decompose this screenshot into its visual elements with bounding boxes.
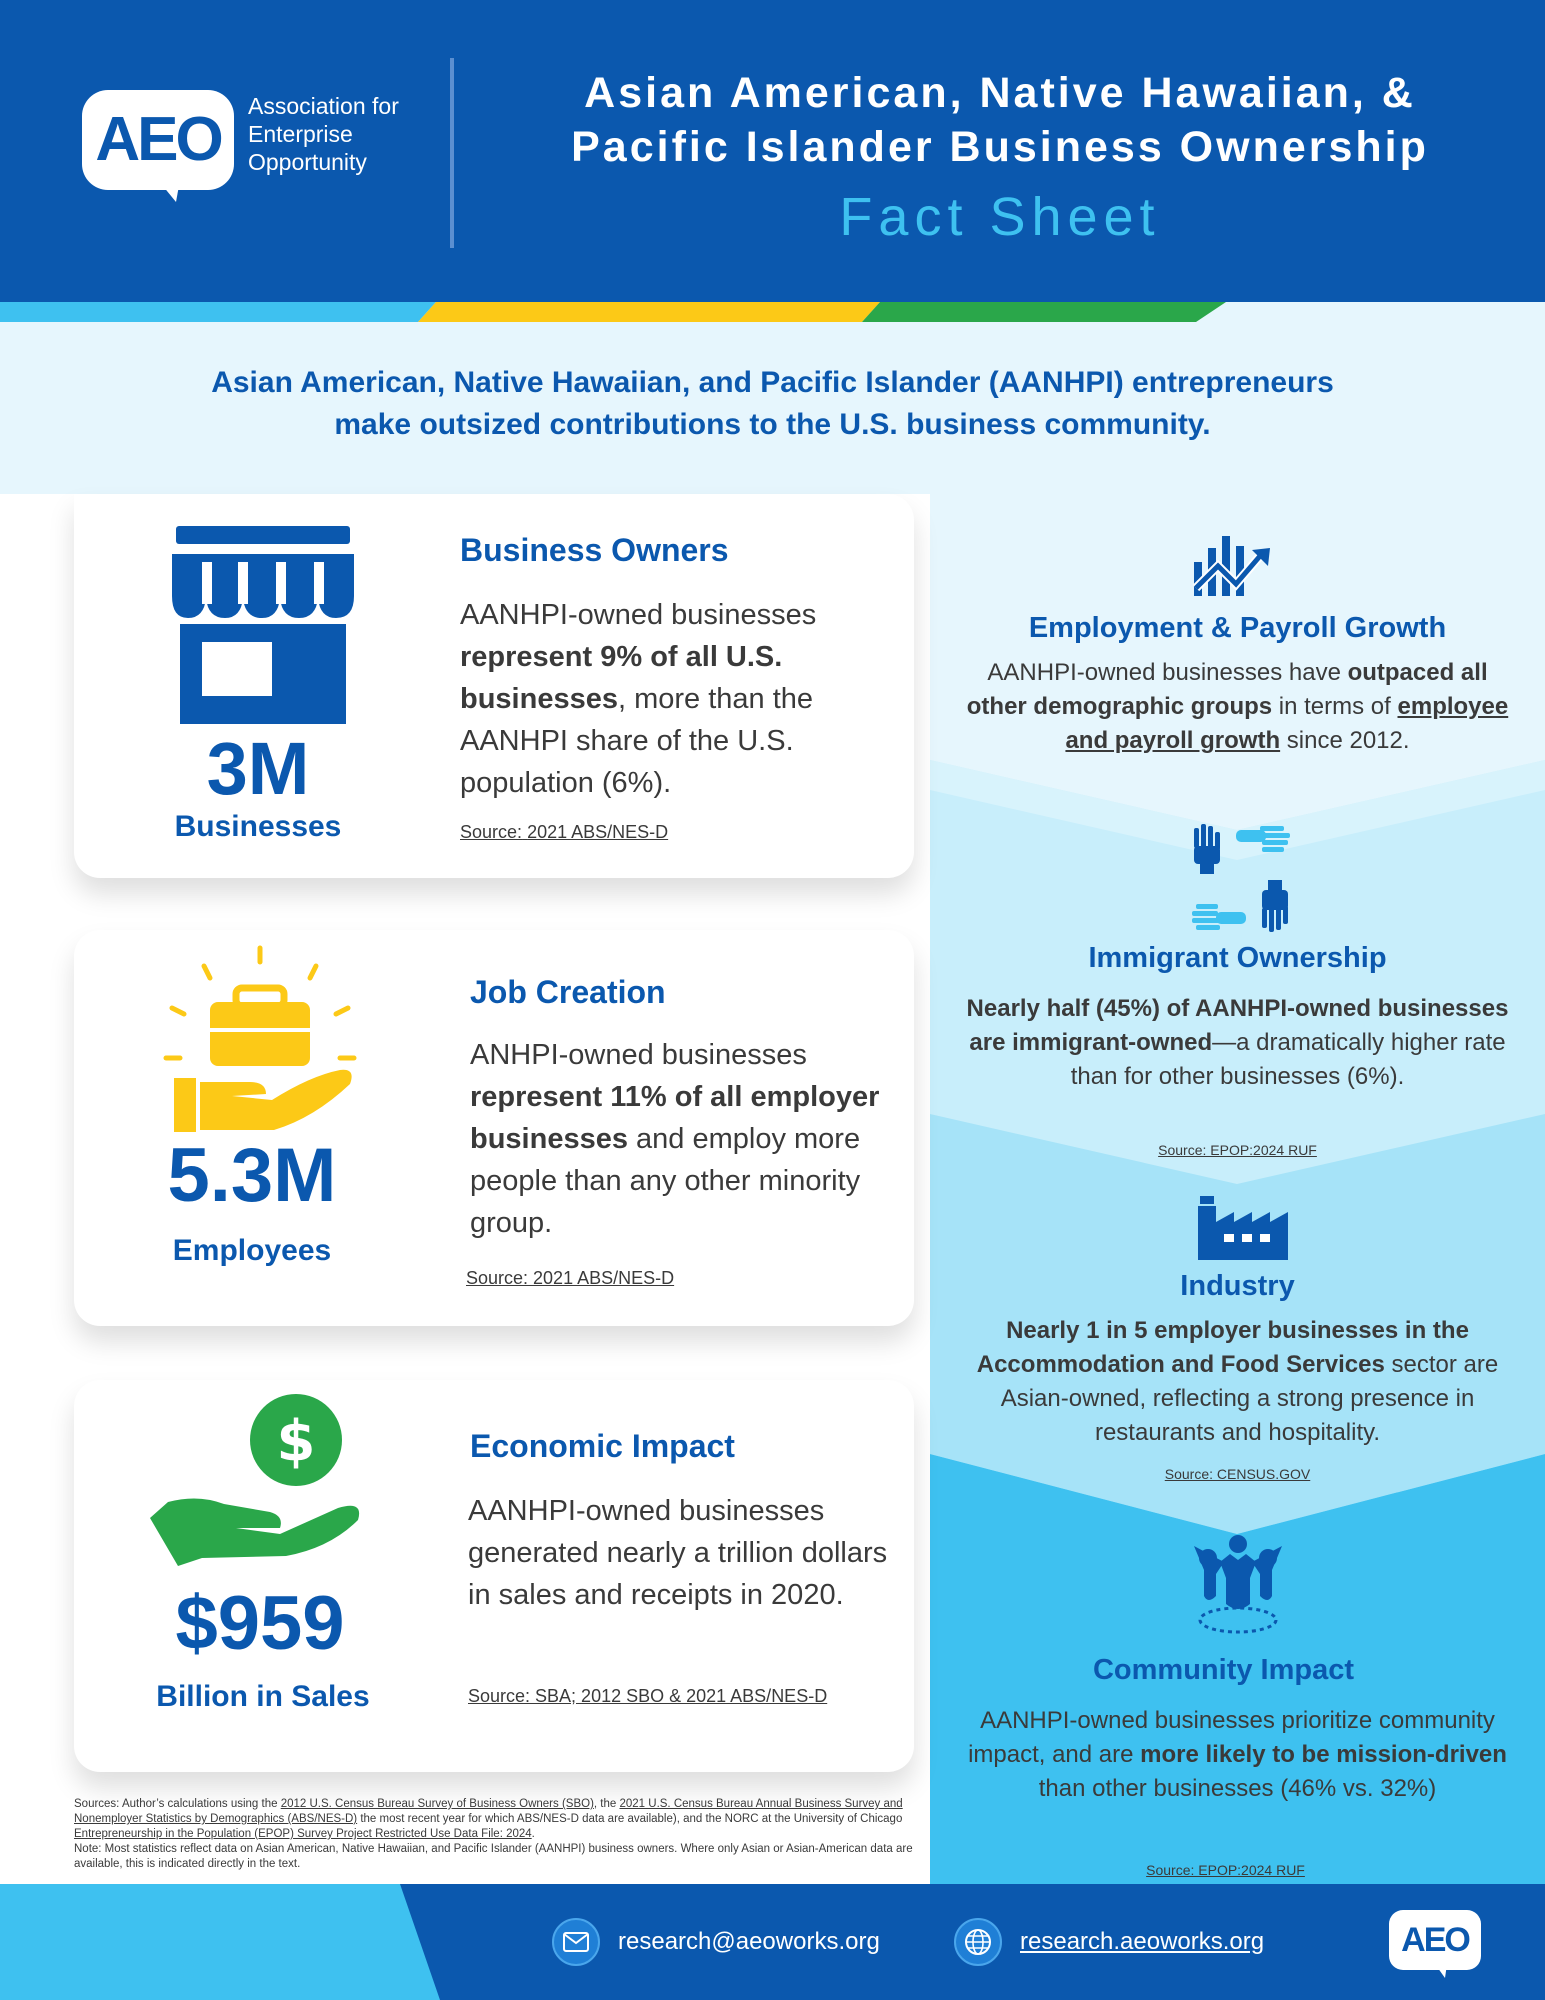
source-prefix: Source: xyxy=(460,822,523,842)
source-link[interactable] xyxy=(460,822,668,843)
title-community-impact: Community Impact xyxy=(1092,1654,1355,1686)
card-body-economic-impact: AANHPI-owned businesses generated nearly a trillion dollars in sales and receipts in 2020. xyxy=(468,1495,888,1611)
footnote-text: the most recent year for which ABS/NES-D data are available), and the NORC at the University of Chicago xyxy=(357,1813,903,1825)
logo-bubble xyxy=(82,90,234,190)
intro-line1: Asian American, Native Hawaiian, and Pacific Islander (AANHPI) entrepreneurs xyxy=(211,366,1334,399)
stat-label-sales: Billion in Sales xyxy=(156,1680,370,1713)
footnote-note: Note: Most statistics reflect data on Asian American, Native Hawaiian, and Pacific Islander (AANHPI) business owners. Where only Asian or Asian-American data are available, this is indicated directly in the text. xyxy=(74,1843,913,1870)
body-text: AANHPI-owned businesses prioritize community impact, and are xyxy=(968,1707,1495,1768)
body-bold: Nearly half (45%) of AANHPI-owned businesses are immigrant-owned xyxy=(966,995,1509,1056)
color-stripe xyxy=(0,302,1545,322)
aeo-logo xyxy=(82,90,412,210)
title-line2: Pacific Islander Business Ownership xyxy=(571,123,1429,171)
body-text: sector are Asian-owned, reflecting a strong presence in restaurants and hospitality. xyxy=(1000,1351,1499,1446)
stat-businesses: 3M xyxy=(206,727,310,810)
intro-line2: make outsized contributions to the U.S. business community. xyxy=(334,408,1211,441)
title-employment-growth: Employment & Payroll Growth xyxy=(1028,612,1447,644)
footnote-text: Sources: Author’s calculations using the xyxy=(74,1798,281,1810)
body-immigrant-ownership xyxy=(930,992,1545,1094)
factory-icon xyxy=(1196,1196,1288,1260)
website-link[interactable]: research.aeoworks.org xyxy=(1020,1928,1265,1955)
card-job-creation xyxy=(74,930,914,1326)
community-icon xyxy=(1190,1534,1286,1638)
page-title xyxy=(470,66,1530,174)
header xyxy=(0,0,1545,302)
storefront-icon xyxy=(168,526,358,726)
stat-label-employees: Employees xyxy=(172,1234,332,1267)
footnote-link-sbo[interactable]: 2012 U.S. Census Bureau Survey of Business Owners (SBO) xyxy=(280,1798,594,1810)
footnote-text: , the xyxy=(593,1798,620,1810)
dollar-hand-icon xyxy=(150,1390,370,1580)
title-line1: Asian American, Native Hawaiian, & xyxy=(584,69,1416,117)
briefcase-hand-icon xyxy=(154,942,374,1142)
hands-circle-icon xyxy=(1188,824,1294,932)
source-link[interactable]: Source: EPOP:2024 RUF xyxy=(1158,1142,1317,1158)
body-community-impact xyxy=(930,1704,1545,1806)
source-text: 2021 ABS/NES-D xyxy=(527,822,669,842)
header-divider xyxy=(450,58,454,248)
body-text: AANHPI-owned businesses have xyxy=(987,659,1348,686)
footer-aeo-logo xyxy=(1389,1910,1481,1970)
body-bold: more likely to be mission-driven xyxy=(1140,1741,1507,1768)
footer-accent xyxy=(0,1884,440,2000)
body-employment-growth xyxy=(930,656,1545,758)
body-text: AANHPI-owned businesses xyxy=(460,599,817,631)
body-text: and employ more people than any other minority group. xyxy=(470,1123,861,1239)
svg-text:$: $ xyxy=(276,1409,316,1474)
footnote-link-absnesd[interactable]: 2021 U.S. Census Bureau Annual Business Survey and Nonemployer Statistics by Demographics (ABS/NES-D) xyxy=(74,1798,903,1825)
footer-email[interactable] xyxy=(552,1918,880,1966)
page-subtitle: Fact Sheet xyxy=(839,187,1161,247)
body-text: —a dramatically higher rate than for other businesses (6%). xyxy=(1070,1029,1506,1090)
intro-band xyxy=(0,322,1545,494)
card-business-owners xyxy=(74,494,914,878)
org-name-line2: Enterprise xyxy=(248,121,353,147)
intro-statement xyxy=(60,362,1485,446)
source-link[interactable]: Source: SBA; 2012 SBO & 2021 ABS/NES-D xyxy=(468,1686,828,1706)
org-name-line1: Association for xyxy=(248,93,399,119)
body-bold: represent 11% of all employer businesses xyxy=(470,1081,880,1155)
footnote-text: . xyxy=(531,1828,535,1840)
card-title-business-owners: Business Owners xyxy=(460,532,729,568)
body-text: than other businesses (46% vs. 32%) xyxy=(1038,1775,1437,1802)
footnote-sources xyxy=(74,1797,920,1842)
stat-label-businesses: Businesses xyxy=(174,810,342,843)
card-title-economic-impact: Economic Impact xyxy=(470,1428,735,1464)
footnote-link-epop[interactable]: Entrepreneurship in the Population (EPOP) Survey Project Restricted Use Data File: 2024 xyxy=(74,1828,532,1840)
card-economic-impact xyxy=(74,1380,914,1772)
body-industry xyxy=(930,1314,1545,1450)
globe-icon xyxy=(954,1918,1002,1966)
body-bold: Nearly 1 in 5 employer businesses in the Accommodation and Food Services xyxy=(976,1317,1469,1378)
body-text: ANHPI-owned businesses xyxy=(470,1039,807,1071)
footer-website[interactable] xyxy=(954,1918,1264,1966)
growth-chart-icon xyxy=(1192,526,1272,602)
body-bold: outpaced all other demographic groups xyxy=(966,659,1488,720)
body-text: in terms of xyxy=(1272,693,1398,720)
org-name xyxy=(248,92,418,176)
logo-text: AEO xyxy=(95,105,221,174)
email-link[interactable]: research@aeoworks.org xyxy=(618,1928,880,1955)
source-link[interactable]: Source: CENSUS.GOV xyxy=(1164,1466,1311,1482)
footer xyxy=(0,1884,1545,2000)
card-title-job-creation: Job Creation xyxy=(470,974,666,1010)
org-name-line3: Opportunity xyxy=(248,149,367,175)
source-link[interactable]: Source: EPOP:2024 RUF xyxy=(1146,1862,1305,1878)
title-immigrant-ownership: Immigrant Ownership xyxy=(1088,942,1387,974)
right-column xyxy=(930,494,1545,1884)
body-text: since 2012. xyxy=(1280,727,1410,754)
title-industry: Industry xyxy=(1180,1270,1295,1302)
footer-logo-text: AEO xyxy=(1401,1921,1469,1959)
envelope-icon xyxy=(552,1918,600,1966)
stat-sales: $959 xyxy=(175,1581,345,1666)
body-bold: represent 9% of all U.S. businesses xyxy=(460,641,783,715)
card-body-business-owners xyxy=(460,594,890,804)
stat-employees: 5.3M xyxy=(167,1133,337,1218)
payroll-growth-link[interactable]: employee and payroll growth xyxy=(1065,693,1509,754)
source-link[interactable]: Source: 2021 ABS/NES-D xyxy=(466,1268,675,1288)
body-text: , more than the AANHPI share of the U.S. population (6%). xyxy=(460,683,814,799)
footnote xyxy=(74,1797,920,1872)
card-body-job-creation xyxy=(470,1034,890,1244)
